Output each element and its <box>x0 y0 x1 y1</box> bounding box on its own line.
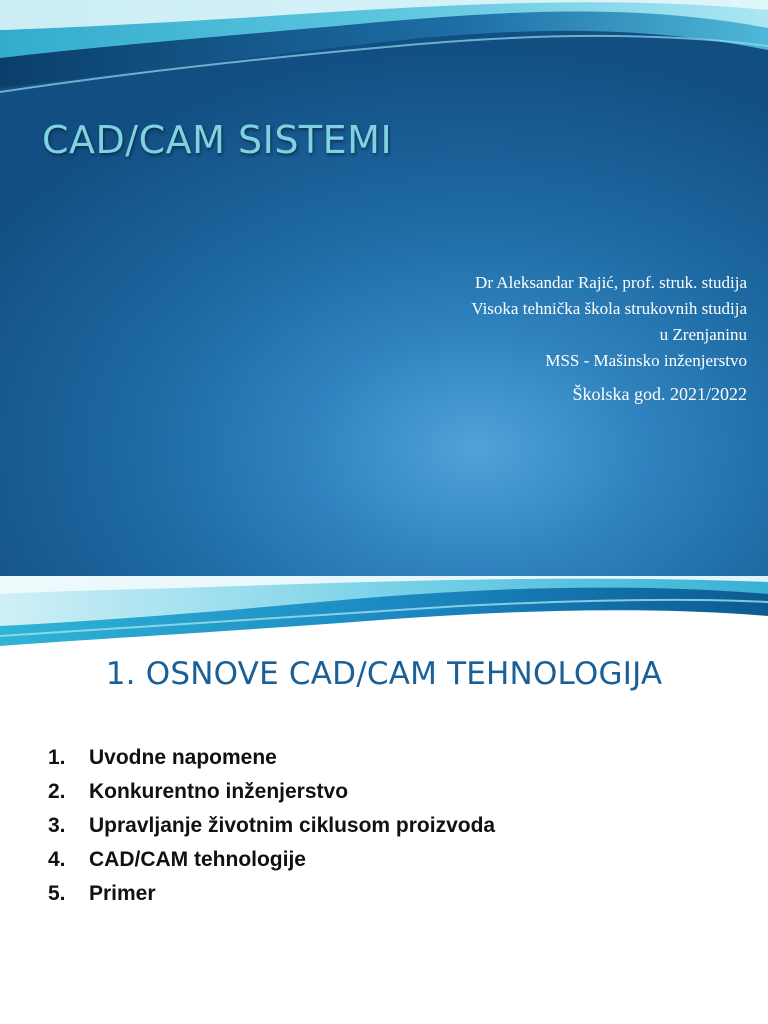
presentation-title: CAD/CAM SISTEMI <box>42 118 393 162</box>
institution-line: Visoka tehnička škola strukovnih studija <box>471 299 747 318</box>
contents-list <box>48 741 495 911</box>
author-name: Dr Aleksandar Rajić, prof. struk. studija <box>475 273 747 292</box>
list-item: 5. Primer <box>48 882 156 905</box>
header-wave-graphic <box>0 0 768 110</box>
school-year: Školska god. 2021/2022 <box>572 384 747 404</box>
study-program: MSS - Mašinsko inženjerstvo <box>545 351 747 370</box>
contents-slide <box>0 576 768 1024</box>
list-item: 3. Upravljanje životnim ciklusom proizvoda <box>48 814 496 837</box>
list-item: 2. Konkurentno inženjerstvo <box>48 780 349 803</box>
list-item: 1. Uvodne napomene <box>48 746 277 769</box>
author-info <box>471 270 747 407</box>
header-wave-graphic <box>0 576 768 651</box>
list-item: 4. CAD/CAM tehnologije <box>48 848 306 871</box>
section-title: 1. OSNOVE CAD/CAM TEHNOLOGIJA <box>105 656 663 692</box>
institution-city: u Zrenjaninu <box>659 325 747 344</box>
